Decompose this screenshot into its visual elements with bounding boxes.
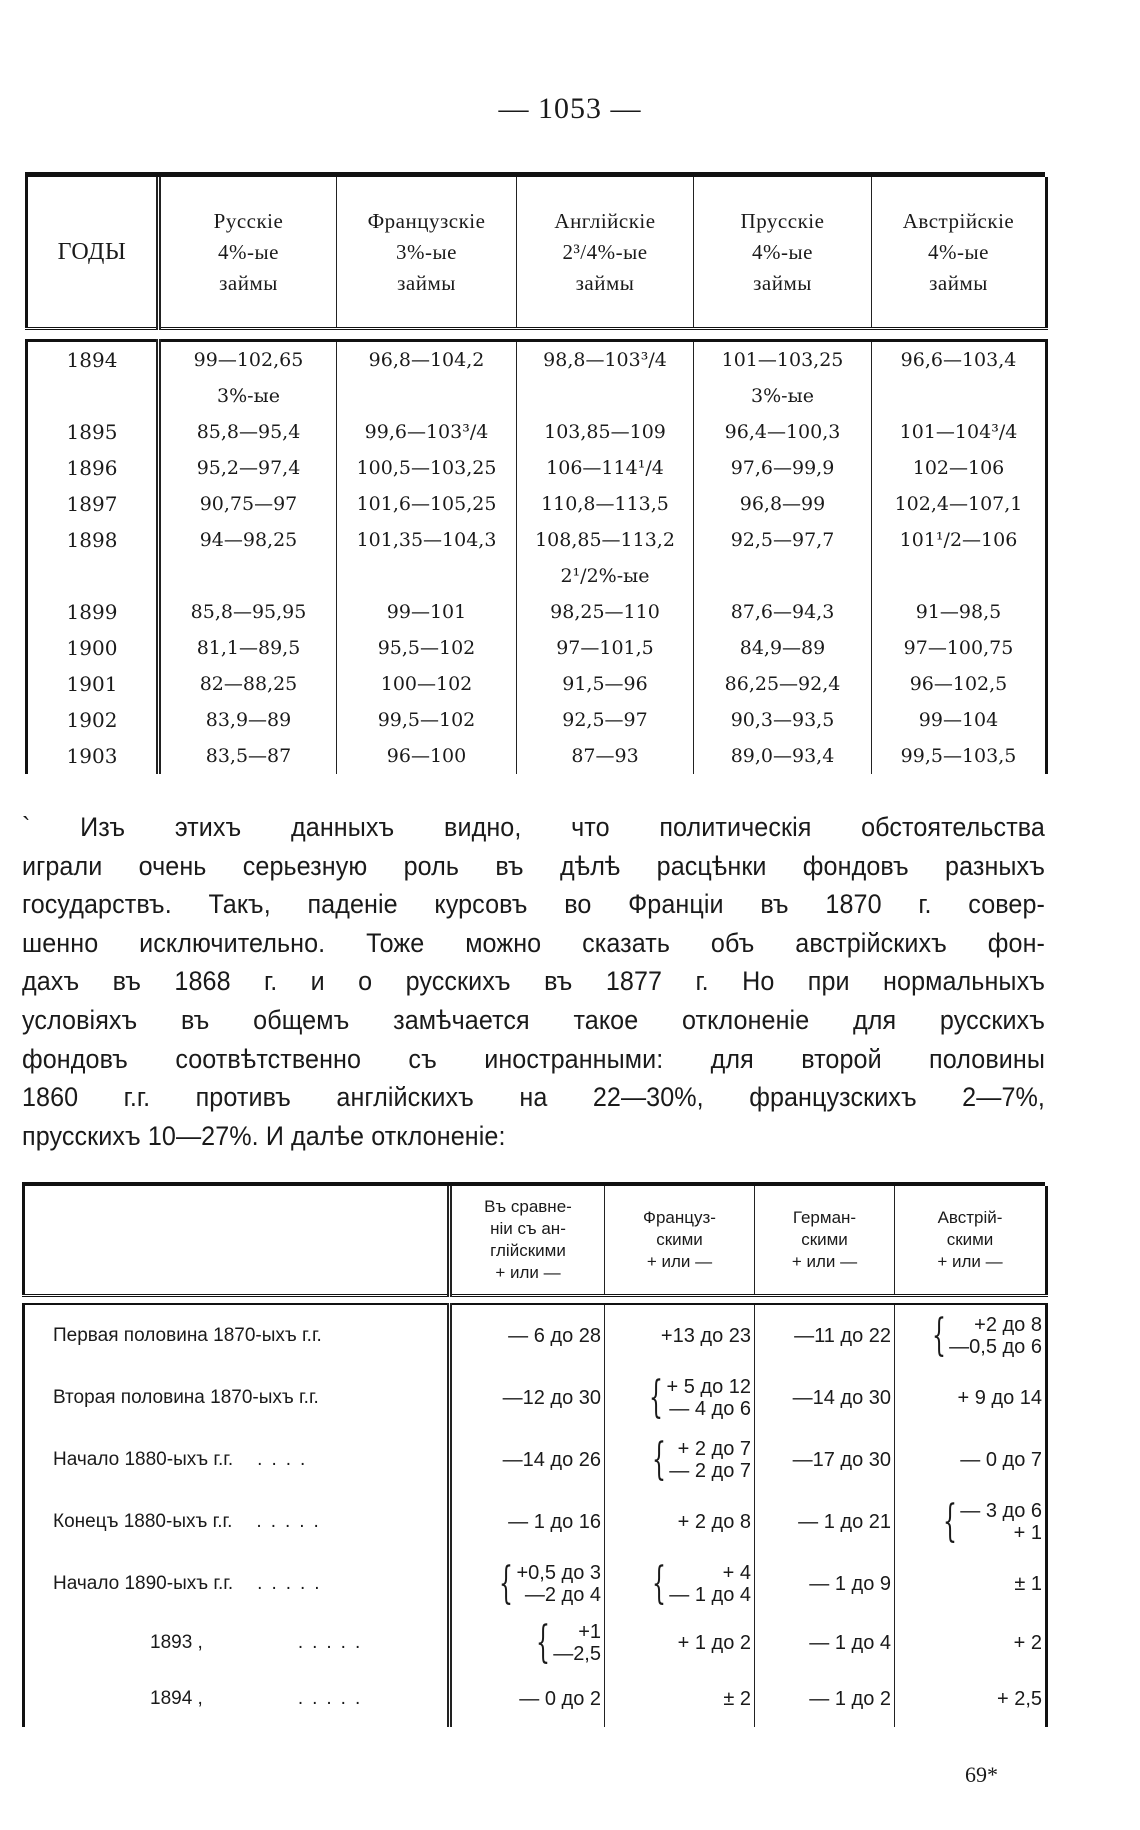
value-text: — 6 до 28	[508, 1324, 601, 1347]
header-label: Австрiй-	[937, 1208, 1003, 1227]
leader-dots: ....	[257, 1449, 315, 1470]
english-cell: 2¹/2%-ые	[517, 558, 694, 594]
header-label: скими	[946, 1230, 994, 1249]
table-row	[27, 738, 1047, 774]
vs-english-cell	[450, 1671, 605, 1727]
english-cell: 91,5—96	[517, 666, 694, 702]
value-text: —17 до 30	[792, 1448, 891, 1471]
russian-cell: 85,8—95,4	[159, 414, 337, 450]
year-cell: 1896	[27, 450, 159, 486]
table-body	[27, 341, 1047, 775]
vs-german-cell	[755, 1671, 895, 1727]
header-label: + или —	[646, 1252, 713, 1271]
prussian-cell: 89,0—93,4	[694, 738, 872, 774]
vs-german-cell	[755, 1553, 895, 1615]
curly-brace-icon: {	[536, 1617, 551, 1668]
value-text: + 2 до 8	[677, 1510, 751, 1533]
english-cell: 106—114¹/4	[517, 450, 694, 486]
russian-cell: 99—102,65	[159, 341, 337, 379]
table-row	[24, 1615, 1047, 1671]
header-label: Француз-	[643, 1208, 716, 1227]
austrian-cell: 101¹/2—106	[872, 522, 1047, 558]
russian-cell	[159, 558, 337, 594]
deviation-table	[22, 1182, 1045, 1727]
vs-german-cell	[755, 1429, 895, 1491]
period-text: Начало 1880-ыхъ г.г.	[53, 1449, 234, 1470]
curly-brace-icon: {	[499, 1558, 514, 1609]
value-text: —12 до 30	[502, 1386, 601, 1409]
leader-dots: .....	[257, 1573, 329, 1594]
paragraph-line: фондовъ соотвѣтственно съ иностранными: для второй половины	[22, 1043, 1045, 1074]
header-label: займы	[575, 270, 635, 295]
year-cell: 1901	[27, 666, 159, 702]
vs-english-cell	[450, 1615, 605, 1671]
russian-cell: 90,75—97	[159, 486, 337, 522]
value-text: ± 2	[723, 1687, 751, 1710]
header-french	[337, 177, 517, 329]
austrian-cell: 96,6—103,4	[872, 341, 1047, 379]
value-text: — 1 до 21	[798, 1510, 891, 1533]
period-text: 1894 ,	[150, 1688, 203, 1709]
header-label: скими	[801, 1230, 848, 1249]
header-label: скими	[656, 1230, 703, 1249]
value-text: — 0 до 7	[960, 1448, 1042, 1471]
vs-austrian-cell	[895, 1429, 1047, 1491]
vs-austrian-cell	[895, 1553, 1047, 1615]
leader-dots: .....	[297, 1688, 370, 1709]
english-cell: 103,85—109	[517, 414, 694, 450]
header-label: Австрiйскiе	[902, 208, 1015, 233]
vs-german-cell	[755, 1491, 895, 1553]
header-double-rule	[24, 1296, 1047, 1305]
table-row	[27, 486, 1047, 522]
header-label: 3%-ые	[396, 239, 457, 264]
table-body	[24, 1304, 1047, 1727]
header-label: 4%-ые	[928, 239, 989, 264]
austrian-cell: 96—102,5	[872, 666, 1047, 702]
header-russian	[159, 177, 337, 329]
header-austrian	[872, 177, 1047, 329]
period-label	[24, 1615, 450, 1671]
prussian-cell: 84,9—89	[694, 630, 872, 666]
vs-austrian-cell	[895, 1367, 1047, 1429]
value-line: +0,5 до 3	[516, 1562, 601, 1584]
french-cell: 99—101	[337, 594, 517, 630]
vs-english-cell	[450, 1553, 605, 1615]
table-row	[24, 1304, 1047, 1367]
austrian-cell: 101—104³/4	[872, 414, 1047, 450]
vs-french-cell	[605, 1615, 755, 1671]
english-cell: 98,8—103³/4	[517, 341, 694, 379]
value-text: ± 1	[1014, 1572, 1042, 1595]
vs-austrian-cell	[895, 1491, 1047, 1553]
page-number: — 1053 —	[498, 92, 642, 125]
prussian-cell: 97,6—99,9	[694, 450, 872, 486]
vs-french-cell	[605, 1429, 755, 1491]
brace-group	[936, 1496, 1042, 1547]
vs-french-cell	[605, 1671, 755, 1727]
year-cell: 1900	[27, 630, 159, 666]
header-label: займы	[397, 270, 456, 295]
header-label: + или —	[791, 1252, 858, 1271]
prussian-cell: 101—103,25	[694, 341, 872, 379]
header-label: займы	[219, 270, 278, 295]
russian-cell: 82—88,25	[159, 666, 337, 702]
vs-french-cell	[605, 1553, 755, 1615]
header-label: 2³/4%-ые	[562, 239, 648, 264]
austrian-cell	[872, 558, 1047, 594]
header-english	[517, 177, 694, 329]
year-cell	[27, 378, 159, 414]
header-label: Прусскiе	[740, 208, 825, 233]
value-line: + 4	[722, 1562, 751, 1584]
french-cell: 100—102	[337, 666, 517, 702]
year-cell: 1895	[27, 414, 159, 450]
paragraph-line: прусскихъ 10—27%. И далѣе отклоненiе:	[22, 1120, 506, 1151]
header-label: Герман-	[792, 1208, 857, 1227]
value-line: +2 до 8	[974, 1314, 1042, 1336]
header-period	[24, 1186, 450, 1296]
value-text: +13 до 23	[660, 1324, 751, 1347]
russian-cell: 95,2—97,4	[159, 450, 337, 486]
french-cell: 101,35—104,3	[337, 522, 517, 558]
vs-french-cell	[605, 1367, 755, 1429]
period-text: Начало 1890-ыхъ г.г.	[53, 1573, 234, 1594]
paragraph-line: ` Изъ этихъ данныхъ видно, что политическiя обстоятельства	[22, 812, 1045, 842]
value-line: — 1 до 4	[669, 1584, 751, 1606]
french-cell: 101,6—105,25	[337, 486, 517, 522]
vs-english-cell	[450, 1367, 605, 1429]
french-cell: 99,6—103³/4	[337, 414, 517, 450]
value-line: —0,5 до 6	[949, 1336, 1042, 1358]
prussian-cell: 86,25—92,4	[694, 666, 872, 702]
russian-cell: 3%-ые	[159, 378, 337, 414]
header-label: Русскiе	[213, 208, 284, 233]
english-cell: 110,8—113,5	[517, 486, 694, 522]
table-header-row	[27, 177, 1047, 329]
value-line: + 5 до 12	[666, 1376, 751, 1398]
year-cell: 1894	[27, 341, 159, 379]
curly-brace-icon: {	[932, 1310, 947, 1361]
curly-brace-icon: {	[652, 1558, 667, 1609]
russian-cell: 85,8—95,95	[159, 594, 337, 630]
curly-brace-icon: {	[649, 1372, 664, 1423]
value-line: + 2 до 7	[677, 1438, 751, 1460]
value-line: —2 до 4	[524, 1584, 601, 1606]
value-line: — 2 до 7	[669, 1460, 751, 1482]
prussian-cell: 3%-ые	[694, 378, 872, 414]
prussian-cell	[694, 558, 872, 594]
table-row	[27, 414, 1047, 450]
vs-austrian-cell	[895, 1671, 1047, 1727]
year-cell: 1902	[27, 702, 159, 738]
russian-cell: 94—98,25	[159, 522, 337, 558]
paragraph-line: 1860 г.г. противъ англiйскихъ на 22—30%, французскихъ 2—7%,	[22, 1082, 1045, 1113]
austrian-cell: 99—104	[872, 702, 1047, 738]
prussian-cell: 92,5—97,7	[694, 522, 872, 558]
table-row	[27, 630, 1047, 666]
vs-german-cell	[755, 1615, 895, 1671]
english-cell: 92,5—97	[517, 702, 694, 738]
prussian-cell: 96,4—100,3	[694, 414, 872, 450]
brace-group	[529, 1617, 601, 1668]
table-row	[24, 1367, 1047, 1429]
leader-dots: .....	[297, 1632, 370, 1653]
french-cell	[337, 558, 517, 594]
header-vs-french	[605, 1186, 755, 1296]
value-text: —11 до 22	[794, 1324, 891, 1347]
austrian-cell: 99,5—103,5	[872, 738, 1047, 774]
brace-group	[645, 1558, 751, 1609]
french-cell	[337, 378, 517, 414]
header-label: + или —	[937, 1252, 1003, 1271]
value-text: — 1 до 4	[809, 1631, 891, 1654]
header-label: 4%-ые	[218, 239, 279, 264]
header-label: + или —	[495, 1263, 561, 1282]
curly-brace-icon: {	[943, 1496, 958, 1547]
header-vs-english	[450, 1186, 605, 1296]
vs-english-cell	[450, 1429, 605, 1491]
header-rule	[27, 329, 1047, 341]
table-row	[24, 1429, 1047, 1491]
curly-brace-icon: {	[652, 1434, 667, 1485]
header-label: Французскiе	[367, 208, 486, 233]
period-text: 1893 ,	[150, 1632, 203, 1653]
header-double-rule	[27, 329, 1047, 341]
french-cell: 95,5—102	[337, 630, 517, 666]
value-text: — 1 до 16	[508, 1510, 601, 1533]
value-text: + 2	[1013, 1631, 1042, 1654]
brace-group	[492, 1558, 601, 1609]
year-cell: 1897	[27, 486, 159, 522]
english-cell	[517, 378, 694, 414]
value-text: — 0 до 2	[519, 1687, 601, 1710]
brace-group	[642, 1372, 751, 1423]
french-cell: 100,5—103,25	[337, 450, 517, 486]
header-label: Англiйскiе	[554, 208, 656, 233]
paragraph-line: играли очень серьезную роль въ дѣлѣ расцѣнки фондовъ разныхъ	[22, 850, 1045, 881]
value-line: — 4 до 6	[669, 1398, 751, 1420]
year-cell	[27, 558, 159, 594]
bond-price-table	[25, 172, 1045, 774]
header-rule	[24, 1296, 1047, 1305]
value-text: + 1 до 2	[677, 1631, 751, 1654]
english-cell: 87—93	[517, 738, 694, 774]
header-vs-austrian	[895, 1186, 1047, 1296]
table-row	[24, 1553, 1047, 1615]
leader-dots: .....	[256, 1511, 328, 1532]
english-cell: 108,85—113,2	[517, 522, 694, 558]
russian-cell: 83,5—87	[159, 738, 337, 774]
table-row	[27, 666, 1047, 702]
austrian-cell: 102,4—107,1	[872, 486, 1047, 522]
vs-english-cell	[450, 1304, 605, 1367]
vs-french-cell	[605, 1491, 755, 1553]
period-label	[24, 1553, 450, 1615]
table-row	[27, 450, 1047, 486]
austrian-cell: 91—98,5	[872, 594, 1047, 630]
header-label: ГОДЫ	[57, 238, 127, 265]
header-vs-german	[755, 1186, 895, 1296]
prussian-cell: 96,8—99	[694, 486, 872, 522]
table-row	[27, 594, 1047, 630]
english-cell: 98,25—110	[517, 594, 694, 630]
period-label	[24, 1304, 450, 1367]
russian-cell: 81,1—89,5	[159, 630, 337, 666]
english-cell: 97—101,5	[517, 630, 694, 666]
austrian-cell: 97—100,75	[872, 630, 1047, 666]
period-label	[24, 1491, 450, 1553]
table-row	[27, 341, 1047, 379]
table-row	[27, 522, 1047, 558]
body-paragraph	[22, 808, 1045, 1155]
header-label: 4%-ые	[752, 239, 813, 264]
french-cell: 96,8—104,2	[337, 341, 517, 379]
brace-group	[925, 1310, 1042, 1361]
header-label: нiи съ ан-	[490, 1219, 566, 1238]
vs-german-cell	[755, 1304, 895, 1367]
paragraph-line: шенно исключительно. Тоже можно сказать объ австрiйскихъ фон-	[22, 927, 1045, 958]
table-header-row	[24, 1186, 1047, 1296]
value-text: —14 до 30	[792, 1386, 891, 1409]
vs-austrian-cell	[895, 1304, 1047, 1367]
period-text: Первая половина 1870-ыхъ г.г.	[53, 1325, 322, 1346]
table-row	[27, 558, 1047, 594]
table-row	[24, 1491, 1047, 1553]
paragraph-line: условiяхъ въ общемъ замѣчается такое отклоненiе для русскихъ	[22, 1004, 1045, 1035]
value-line: —2,5	[553, 1643, 601, 1665]
vs-austrian-cell	[895, 1615, 1047, 1671]
period-text: Конецъ 1880-ыхъ г.г.	[53, 1511, 233, 1532]
year-cell: 1899	[27, 594, 159, 630]
austrian-cell	[872, 378, 1047, 414]
paragraph-line: государствъ. Такъ, паденiе курсовъ во Францiи въ 1870 г. совер-	[22, 889, 1045, 920]
header-prussian	[694, 177, 872, 329]
header-label: Въ сравне-	[484, 1197, 572, 1216]
vs-german-cell	[755, 1367, 895, 1429]
vs-english-cell	[450, 1491, 605, 1553]
period-text: Вторая половина 1870-ыхъ г.г.	[53, 1387, 319, 1408]
year-cell: 1898	[27, 522, 159, 558]
paragraph-line: дахъ въ 1868 г. и о русскихъ въ 1877 г. Но при нормальныхъ	[22, 966, 1045, 997]
value-text: — 1 до 9	[809, 1572, 891, 1595]
header-label: глiйскими	[490, 1241, 566, 1260]
prussian-cell: 87,6—94,3	[694, 594, 872, 630]
value-text: + 9 до 14	[957, 1386, 1042, 1409]
table-row	[27, 702, 1047, 738]
austrian-cell: 102—106	[872, 450, 1047, 486]
value-text: —14 до 26	[502, 1448, 601, 1471]
period-label	[24, 1367, 450, 1429]
value-line: +1	[578, 1621, 601, 1643]
vs-french-cell	[605, 1304, 755, 1367]
prussian-cell: 90,3—93,5	[694, 702, 872, 738]
year-cell: 1903	[27, 738, 159, 774]
brace-group	[645, 1434, 751, 1485]
value-text: — 1 до 2	[809, 1687, 891, 1710]
header-label: займы	[753, 270, 812, 295]
header-label: займы	[929, 270, 988, 295]
table-row	[24, 1671, 1047, 1727]
signature-mark: 69*	[965, 1762, 998, 1787]
french-cell: 99,5—102	[337, 702, 517, 738]
period-label	[24, 1429, 450, 1491]
value-line: — 3 до 6	[960, 1500, 1042, 1522]
french-cell: 96—100	[337, 738, 517, 774]
table-row	[27, 378, 1047, 414]
value-line: + 1	[1013, 1522, 1042, 1544]
russian-cell: 83,9—89	[159, 702, 337, 738]
period-label	[24, 1671, 450, 1727]
header-years	[27, 177, 159, 329]
value-text: + 2,5	[996, 1687, 1042, 1710]
